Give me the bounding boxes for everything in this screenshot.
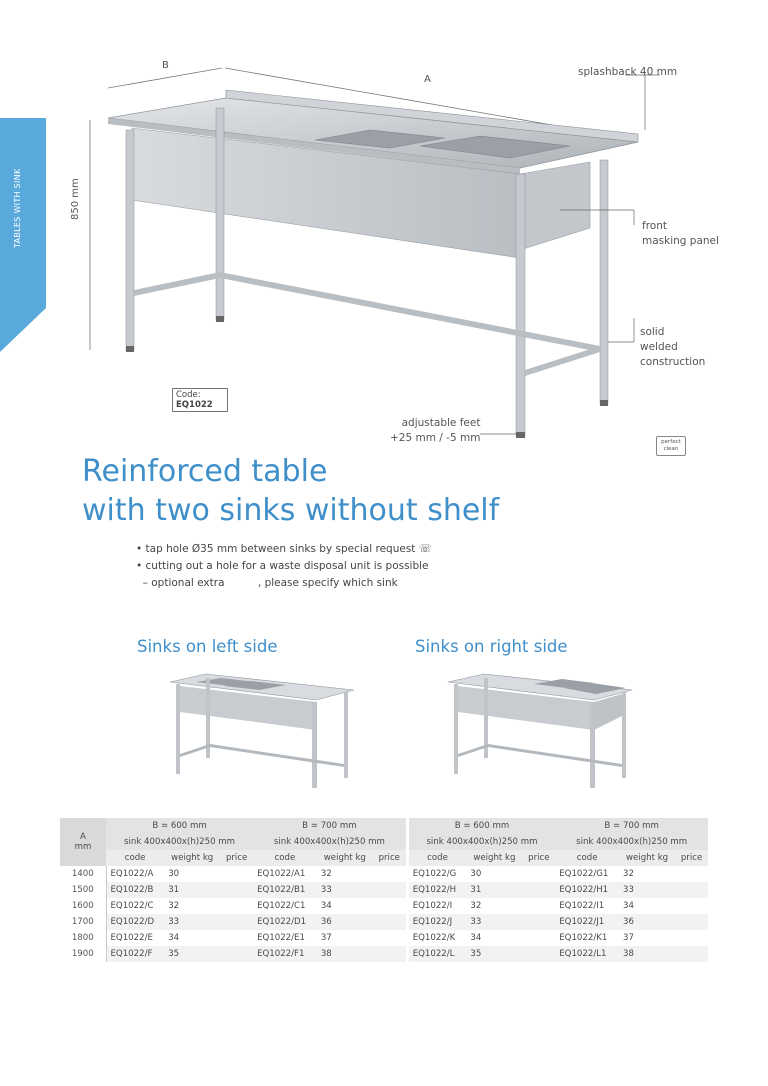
col-price: price — [675, 850, 708, 866]
row-price — [522, 866, 555, 882]
row-price — [675, 882, 708, 898]
row-price — [522, 914, 555, 930]
sink-spec-2: sink 400x400x(h)250 mm — [253, 834, 406, 850]
dimension-height: 850 mm — [70, 178, 81, 220]
product-code-box — [172, 388, 228, 412]
row-weight: 34 — [623, 901, 634, 911]
col-weight: weight kg — [164, 850, 220, 866]
row-weight: 37 — [320, 933, 332, 943]
badge-line-1: perfect — [661, 439, 681, 445]
row-weight: 32 — [623, 869, 634, 879]
row-weight: 35 — [164, 946, 220, 962]
row-code: EQ1022/K — [412, 933, 456, 943]
product-illustration — [60, 50, 660, 450]
row-price — [373, 914, 406, 930]
row-price — [373, 930, 406, 946]
row-length: 1600 — [60, 898, 106, 914]
row-weight: 31 — [164, 882, 220, 898]
row-weight: 33 — [466, 914, 522, 930]
group-header-2: B = 700 mm — [253, 818, 406, 834]
row-length: 1700 — [60, 914, 106, 930]
row-weight: 36 — [619, 914, 675, 930]
row-length: 1500 — [60, 882, 106, 898]
row-code: EQ1022/A1 — [257, 869, 306, 879]
row-code: EQ1022/F1 — [253, 946, 317, 962]
row-price — [522, 930, 555, 946]
row-code: EQ1022/K1 — [559, 933, 608, 943]
row-code: EQ1022/E — [110, 933, 153, 943]
row-price — [373, 866, 406, 882]
code-value: EQ1022 — [176, 400, 213, 410]
solid-line-2: welded — [640, 341, 678, 353]
row-code: EQ1022/C — [110, 901, 154, 911]
row-code: EQ1022/I — [412, 901, 453, 911]
solid-construction-callout — [640, 325, 705, 370]
title-line-1: Reinforced table — [82, 454, 328, 489]
a-header: A — [80, 832, 86, 842]
col-weight: weight kg — [466, 850, 522, 866]
dimension-a: A — [424, 74, 431, 85]
row-length: 1900 — [60, 946, 106, 962]
table-row — [60, 914, 708, 930]
row-code: EQ1022/J1 — [555, 914, 619, 930]
row-weight: 37 — [623, 933, 634, 943]
row-code: EQ1022/E1 — [257, 933, 305, 943]
row-code: EQ1022/H1 — [555, 882, 619, 898]
title-line-2: with two sinks without shelf — [82, 493, 500, 528]
row-price — [220, 946, 253, 962]
row-code: EQ1022/C1 — [257, 901, 306, 911]
row-price — [675, 946, 708, 962]
row-weight: 38 — [317, 946, 373, 962]
col-weight: weight kg — [317, 850, 373, 866]
row-code: EQ1022/A — [110, 869, 154, 879]
row-weight: 34 — [320, 901, 332, 911]
row-price — [220, 882, 253, 898]
col-code: code — [409, 850, 467, 866]
badge-line-2: clean — [663, 446, 679, 452]
group-header-3: B = 600 mm — [409, 818, 556, 834]
col-code: code — [253, 850, 317, 866]
row-code: EQ1022/G — [412, 869, 457, 879]
table-header-row-b — [60, 818, 708, 834]
row-price — [522, 898, 555, 914]
row-weight: 38 — [619, 946, 675, 962]
col-code: code — [106, 850, 164, 866]
row-code: EQ1022/B1 — [253, 882, 317, 898]
table-row — [60, 898, 708, 914]
row-weight: 30 — [168, 869, 180, 879]
col-weight: weight kg — [619, 850, 675, 866]
row-code: EQ1022/J — [409, 914, 467, 930]
front-panel-line-2: masking panel — [642, 235, 719, 247]
row-weight: 34 — [470, 933, 482, 943]
row-price — [220, 898, 253, 914]
solid-line-1: solid — [640, 326, 665, 338]
row-code: EQ1022/D — [106, 914, 164, 930]
row-code: EQ1022/H — [409, 882, 467, 898]
row-code: EQ1022/G1 — [559, 869, 609, 879]
side-category-tab — [0, 118, 46, 352]
table-row — [60, 930, 708, 946]
row-weight: 36 — [317, 914, 373, 930]
row-weight: 32 — [320, 869, 332, 879]
feature-bullets — [136, 541, 432, 592]
row-price — [220, 866, 253, 882]
row-code: EQ1022/L1 — [555, 946, 619, 962]
row-code: EQ1022/I1 — [559, 901, 605, 911]
feet-callout — [390, 416, 480, 446]
feet-line-1: adjustable feet — [401, 417, 481, 429]
sink-spec-4: sink 400x400x(h)250 mm — [555, 834, 708, 850]
variant-right-image — [444, 672, 634, 790]
row-weight: 33 — [164, 914, 220, 930]
solid-line-3: construction — [640, 356, 706, 368]
row-price — [522, 946, 555, 962]
splashback-callout: splashback 40 mm — [578, 66, 678, 78]
table-header-row-columns — [60, 850, 708, 866]
row-code: EQ1022/F — [106, 946, 164, 962]
feet-line-2: +25 mm / -5 mm — [390, 432, 481, 444]
front-panel-callout — [642, 219, 719, 249]
bullet-waste-disposal: • cutting out a hole for a waste disposal unit is possible — [136, 560, 429, 572]
a-unit: mm — [74, 842, 92, 852]
row-price — [675, 914, 708, 930]
code-label: Code: — [176, 390, 201, 400]
specification-table — [60, 818, 708, 962]
row-length: 1400 — [60, 866, 106, 882]
table-row — [60, 946, 708, 962]
row-price — [373, 946, 406, 962]
row-price — [522, 882, 555, 898]
row-weight: 34 — [168, 933, 180, 943]
variant-left-heading: Sinks on left side — [137, 637, 278, 656]
row-price — [220, 930, 253, 946]
sink-spec-3: sink 400x400x(h)250 mm — [409, 834, 556, 850]
row-weight: 32 — [470, 901, 482, 911]
sink-spec-1: sink 400x400x(h)250 mm — [106, 834, 253, 850]
row-price — [373, 898, 406, 914]
row-weight: 30 — [470, 869, 482, 879]
row-code: EQ1022/L — [409, 946, 467, 962]
row-price — [675, 930, 708, 946]
dimension-b: B — [162, 60, 169, 71]
group-header-4: B = 700 mm — [555, 818, 708, 834]
bullet-optional-extra: – optional extra , please specify which sink — [136, 577, 398, 589]
row-price — [675, 866, 708, 882]
col-code: code — [555, 850, 619, 866]
row-weight: 33 — [619, 882, 675, 898]
row-price — [675, 898, 708, 914]
table-row — [60, 882, 708, 898]
row-length: 1800 — [60, 930, 106, 946]
row-price — [220, 914, 253, 930]
product-title — [82, 452, 499, 530]
variant-left-image — [166, 672, 356, 790]
row-weight: 35 — [466, 946, 522, 962]
row-code: EQ1022/B — [106, 882, 164, 898]
front-panel-line-1: front — [642, 220, 667, 232]
variant-right-heading: Sinks on right side — [415, 637, 568, 656]
col-price: price — [373, 850, 406, 866]
side-tab-label: TABLES WITH SINK — [13, 168, 22, 248]
table-header-row-sink — [60, 834, 708, 850]
col-price: price — [220, 850, 253, 866]
row-code: EQ1022/D1 — [253, 914, 317, 930]
col-price: price — [522, 850, 555, 866]
group-header-1: B = 600 mm — [106, 818, 253, 834]
perfect-clean-badge — [656, 436, 686, 456]
a-header-cell — [60, 818, 106, 866]
row-weight: 31 — [466, 882, 522, 898]
row-weight: 32 — [168, 901, 180, 911]
table-row — [60, 866, 708, 882]
row-price — [373, 882, 406, 898]
row-weight: 33 — [317, 882, 373, 898]
bullet-tap-hole: • tap hole Ø35 mm between sinks by special request ☏ — [136, 543, 432, 555]
